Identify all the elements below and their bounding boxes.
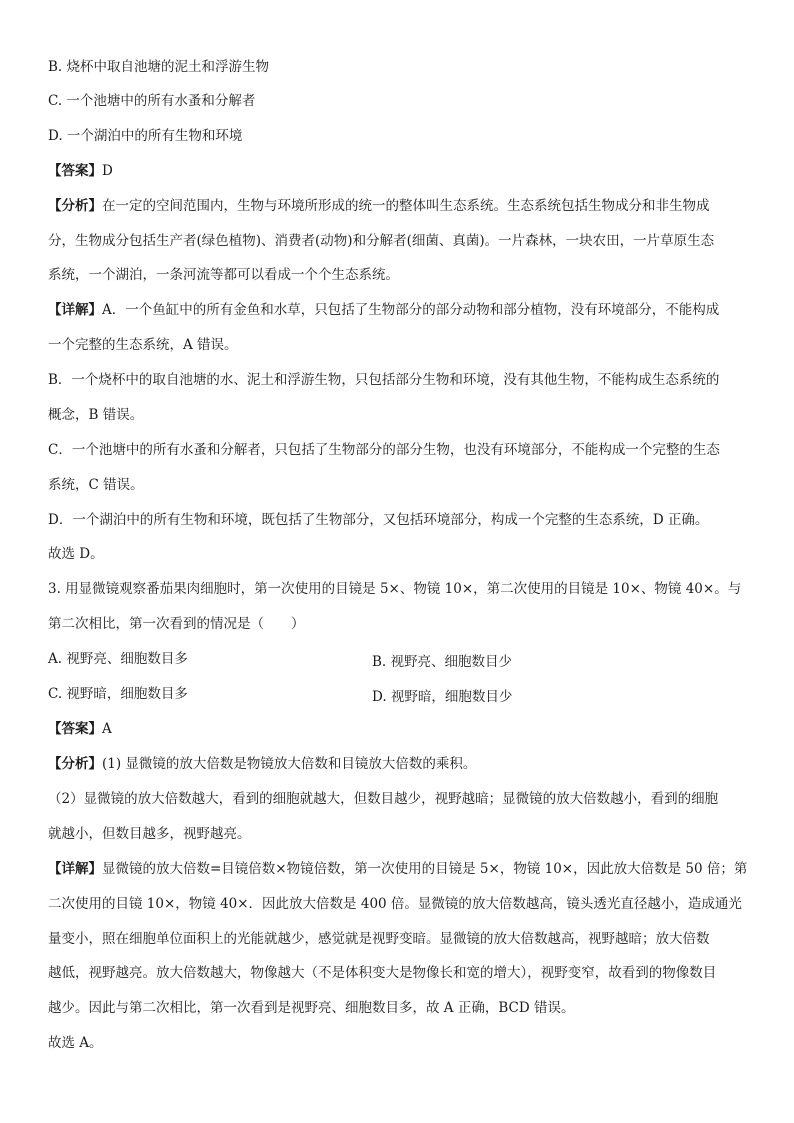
q2-analysis-line: 系统，一个湖泊，一条河流等都可以看成一个个生态系统。 (48, 267, 399, 283)
q2-analysis-line: 【分析】在一定的空间范围内，生物与环境所形成的统一的整体叫生态系统。生态系统包括生物成分和非生物成 (48, 198, 710, 214)
q3-analysis-line: 【分析】(1) 显微镜的放大倍数是物镜放大倍数和目镜放大倍数的乘积。 (48, 756, 477, 772)
analysis-label: 【分析】 (48, 198, 102, 214)
q2-analysis-line: 分，生物成分包括生产者(绿色植物)、消费者(动物)和分解者(细菌、真菌)。一片森林，一块农田，一片草原生态 (48, 233, 715, 249)
q3-detail-line: 故选 A。 (48, 1035, 103, 1051)
q2-option-c: C. 一个池塘中的所有水蚤和分解者 (48, 93, 256, 109)
q3-detail-line: 越低，视野越亮。放大倍数越大，物像越大（不是体积变大是物像长和宽的增大），视野变窄，故看到的物像数目 (48, 965, 717, 981)
answer-label: 【答案】 (48, 721, 102, 737)
q2-detail-line: 系统，C 错误。 (48, 477, 144, 493)
q3-detail-line: 【详解】显微镜的放大倍数=目镜倍数×物镜倍数，第一次使用的目镜是 5×，物镜 10×，因此放大倍数是 50 倍；第 (48, 861, 748, 877)
q3-detail-line: 量变小，照在细胞单位面积上的光能就越少，感觉就是视野变暗。显微镜的放大倍数越高，视野越暗；放大倍数 (48, 931, 710, 947)
q2-detail-line: B．一个烧杯中的取自池塘的水、泥土和浮游生物，只包括部分生物和环境，没有其他生物，不能构成生态系统的 (48, 372, 720, 388)
q3-option-c: C. 视野暗，细胞数目多 (48, 686, 188, 702)
answer-value: A (102, 721, 112, 737)
q3-stem-line: 3. 用显微镜观察番茄果肉细胞时，第一次使用的目镜是 5×、物镜 10×，第二次使用的目镜是 10×、物镜 40×。与 (48, 581, 742, 597)
q3-answer (48, 720, 112, 738)
q3-detail-line: 二次使用的目镜 10×，物镜 40×．因此放大倍数是 400 倍。显微镜的放大倍数越高，镜头透光直径越小，造成通光 (48, 896, 742, 912)
detail-label: 【详解】 (48, 302, 102, 318)
q2-detail-line: 【详解】A．一个鱼缸中的所有金鱼和水草，只包括了生物部分的部分动物和部分植物，没有环境部分，不能构成 (48, 302, 720, 318)
q2-detail-line: 概念，B 错误。 (48, 407, 144, 423)
q2-detail-line: D．一个湖泊中的所有生物和环境，既包括了生物部分，又包括环境部分，构成一个完整的生态系统，D 正确。 (48, 512, 709, 528)
q3-stem-line: 第二次相比，第一次看到的情况是（ ） (48, 616, 305, 632)
q2-detail-line: C．一个池塘中的所有水蚤和分解者，只包括了生物部分的部分生物，也没有环境部分，不能构成一个完整的生态 (48, 442, 720, 458)
q3-option-d: D. 视野暗，细胞数目少 (372, 689, 513, 705)
q2-option-b: B. 烧杯中取自池塘的泥土和浮游生物 (48, 59, 270, 75)
q3-analysis-line: 就越小，但数目越多，视野越亮。 (48, 826, 251, 842)
analysis-label: 【分析】 (48, 756, 102, 772)
answer-label: 【答案】 (48, 163, 102, 179)
detail-label: 【详解】 (48, 861, 102, 877)
q2-detail-line: 故选 D。 (48, 546, 104, 562)
q3-detail-line: 越少。因此与第二次相比，第一次看到是视野亮、细胞数目多，故 A 正确，BCD 错误。 (48, 1000, 575, 1016)
q2-answer (48, 162, 113, 180)
q2-detail-line: 一个完整的生态系统，A 错误。 (48, 337, 238, 353)
answer-value: D (102, 163, 113, 179)
q3-analysis-line: （2）显微镜的放大倍数越大，看到的细胞就越大，但数目越少，视野越暗；显微镜的放大倍数越小，看到的细胞 (48, 791, 719, 807)
q2-option-d: D. 一个湖泊中的所有生物和环境 (48, 128, 243, 144)
q3-option-a: A. 视野亮、细胞数目多 (48, 651, 188, 667)
q3-option-b: B. 视野亮、细胞数目少 (372, 654, 513, 670)
